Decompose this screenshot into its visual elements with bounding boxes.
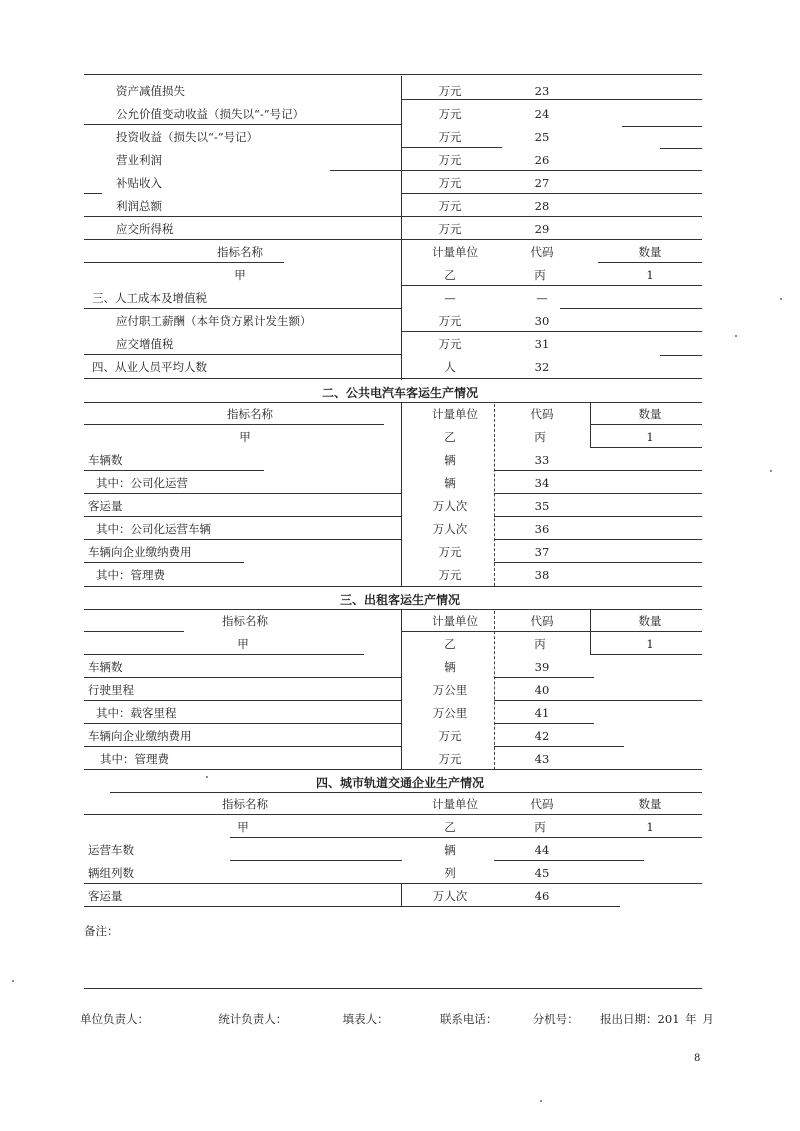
row-unit: 辆 [444,843,456,857]
row-name: 补贴收入 [116,176,162,190]
row-unit: 万元 [438,568,462,582]
row-code: 26 [534,153,550,167]
row-name: 三、人工成本及增值税 [92,291,207,305]
header-sub-unit: 乙 [444,268,456,282]
row-unit: 万人次 [432,889,468,903]
header-code: 代码 [530,245,554,259]
row-unit: 辆 [444,660,456,674]
section2-title: 二、公共电汽车客运生产情况 [321,386,478,400]
scan-speck [12,980,14,982]
ext-label: 分机号： [532,1012,579,1026]
header-sub-unit: 乙 [444,637,456,651]
row-code: 24 [534,107,550,121]
row-unit: 万元 [438,199,462,213]
header-sub-code: 丙 [534,268,546,282]
scan-speck [780,298,782,300]
report-date-label: 报出日期：201 年 月 [600,1012,714,1026]
signature-footer [80,1011,714,1027]
remarks-label: 备注： [84,924,119,938]
row-code: 25 [534,130,550,144]
row-name: 应交所得税 [116,222,174,236]
section4-title: 四、城市轨道交通企业生产情况 [315,776,484,790]
unit-head-label: 单位负责人： [80,1012,149,1026]
row-name: 其中：公司化运营车辆 [96,522,211,536]
header-sub-name: 甲 [234,268,246,282]
row-name: 辆组列数 [88,866,134,880]
row-code: 34 [534,476,550,490]
header-sub-name: 甲 [239,430,251,444]
header-code: 代码 [530,614,554,628]
row-code: 37 [534,545,550,559]
header-sub-code: 丙 [534,820,546,834]
row-code: — [536,291,548,305]
filler-label: 填表人： [342,1012,389,1026]
header-sub-qty: 1 [646,637,654,651]
row-unit: 万元 [438,337,462,351]
row-name: 利润总额 [116,199,162,213]
header-name: 指标名称 [227,407,273,421]
row-name: 行驶里程 [88,683,134,697]
row-code: 23 [534,84,550,98]
phone-label: 联系电话： [439,1012,498,1026]
row-code: 28 [534,199,550,213]
row-code: 38 [534,568,550,582]
header-sub-unit: 乙 [444,430,456,444]
row-name: 其中：公司化运营 [96,476,188,490]
row-name: 营业利润 [116,153,162,167]
row-name: 其中：载客里程 [96,706,177,720]
row-code: 36 [534,522,550,536]
row-name: 四、从业人员平均人数 [92,360,207,374]
row-name: 客运量 [88,499,123,513]
row-unit: 万元 [438,314,462,328]
row-name: 应付职工薪酬（本年贷方累计发生额） [116,314,312,328]
header-sub-code: 丙 [534,637,546,651]
row-unit: 万元 [438,222,462,236]
header-sub-unit: 乙 [444,820,456,834]
row-unit: 万元 [438,729,462,743]
row-unit: 万元 [438,107,462,121]
row-unit: 万元 [438,176,462,190]
row-name: 公允价值变动收益（损失以“-”号记） [116,107,305,121]
row-unit: 万元 [438,752,462,766]
section3-title: 三、出租客运生产情况 [339,593,460,607]
row-unit: 列 [444,866,456,880]
row-code: 42 [534,729,550,743]
row-name: 车辆向企业缴纳费用 [88,729,192,743]
row-unit: — [444,291,456,305]
row-code: 44 [534,843,550,857]
row-code: 32 [534,360,550,374]
header-unit: 计量单位 [432,407,478,421]
row-name: 客运量 [88,889,123,903]
row-code: 29 [534,222,550,236]
header-name: 指标名称 [217,245,263,259]
row-name: 资产减值损失 [116,84,185,98]
row-name: 车辆数 [88,660,123,674]
header-sub-qty: 1 [646,430,654,444]
row-unit: 人 [444,360,456,374]
header-sub-qty: 1 [646,268,654,282]
row-code: 41 [534,706,550,720]
row-unit: 万公里 [432,706,468,720]
scan-speck [770,470,772,472]
row-code: 46 [534,889,550,903]
row-code: 45 [534,866,550,880]
header-qty: 数量 [638,614,662,628]
header-name: 指标名称 [222,614,268,628]
stat-head-label: 统计负责人： [218,1012,288,1026]
header-unit: 计量单位 [432,797,478,811]
row-code: 40 [534,683,550,697]
row-code: 31 [534,337,550,351]
header-qty: 数量 [638,245,662,259]
row-name: 车辆向企业缴纳费用 [88,545,192,559]
row-unit: 万人次 [432,499,468,513]
row-code: 35 [534,499,550,513]
row-unit: 万人次 [432,522,468,536]
rule [84,74,702,75]
header-sub-qty: 1 [646,820,654,834]
header-qty: 数量 [638,407,662,421]
row-code: 33 [534,453,550,467]
header-unit: 计量单位 [432,245,478,259]
row-name: 运营车数 [88,843,134,857]
page-number: 8 [694,1053,701,1064]
row-unit: 万公里 [432,683,468,697]
header-code: 代码 [530,797,554,811]
row-unit: 万元 [438,130,462,144]
header-qty: 数量 [638,797,662,811]
row-code: 39 [534,660,550,674]
row-name: 车辆数 [88,453,123,467]
row-name: 投资收益（损失以“-”号记） [116,130,259,144]
scan-speck [540,1100,542,1102]
header-code: 代码 [530,407,554,421]
row-code: 43 [534,752,550,766]
row-name: 其中：管理费 [100,752,169,766]
scan-speck [206,776,208,778]
header-sub-name: 甲 [237,637,249,651]
row-unit: 辆 [444,453,456,467]
row-unit: 万元 [438,153,462,167]
row-unit: 万元 [438,84,462,98]
header-name: 指标名称 [222,797,268,811]
row-code: 27 [534,176,550,190]
scan-speck [735,335,737,337]
header-sub-name: 甲 [237,820,249,834]
header-unit: 计量单位 [432,614,478,628]
row-unit: 万元 [438,545,462,559]
header-sub-code: 丙 [534,430,546,444]
row-code: 30 [534,314,550,328]
row-name: 应交增值税 [116,337,174,351]
row-name: 其中：管理费 [96,568,165,582]
row-unit: 辆 [444,476,456,490]
